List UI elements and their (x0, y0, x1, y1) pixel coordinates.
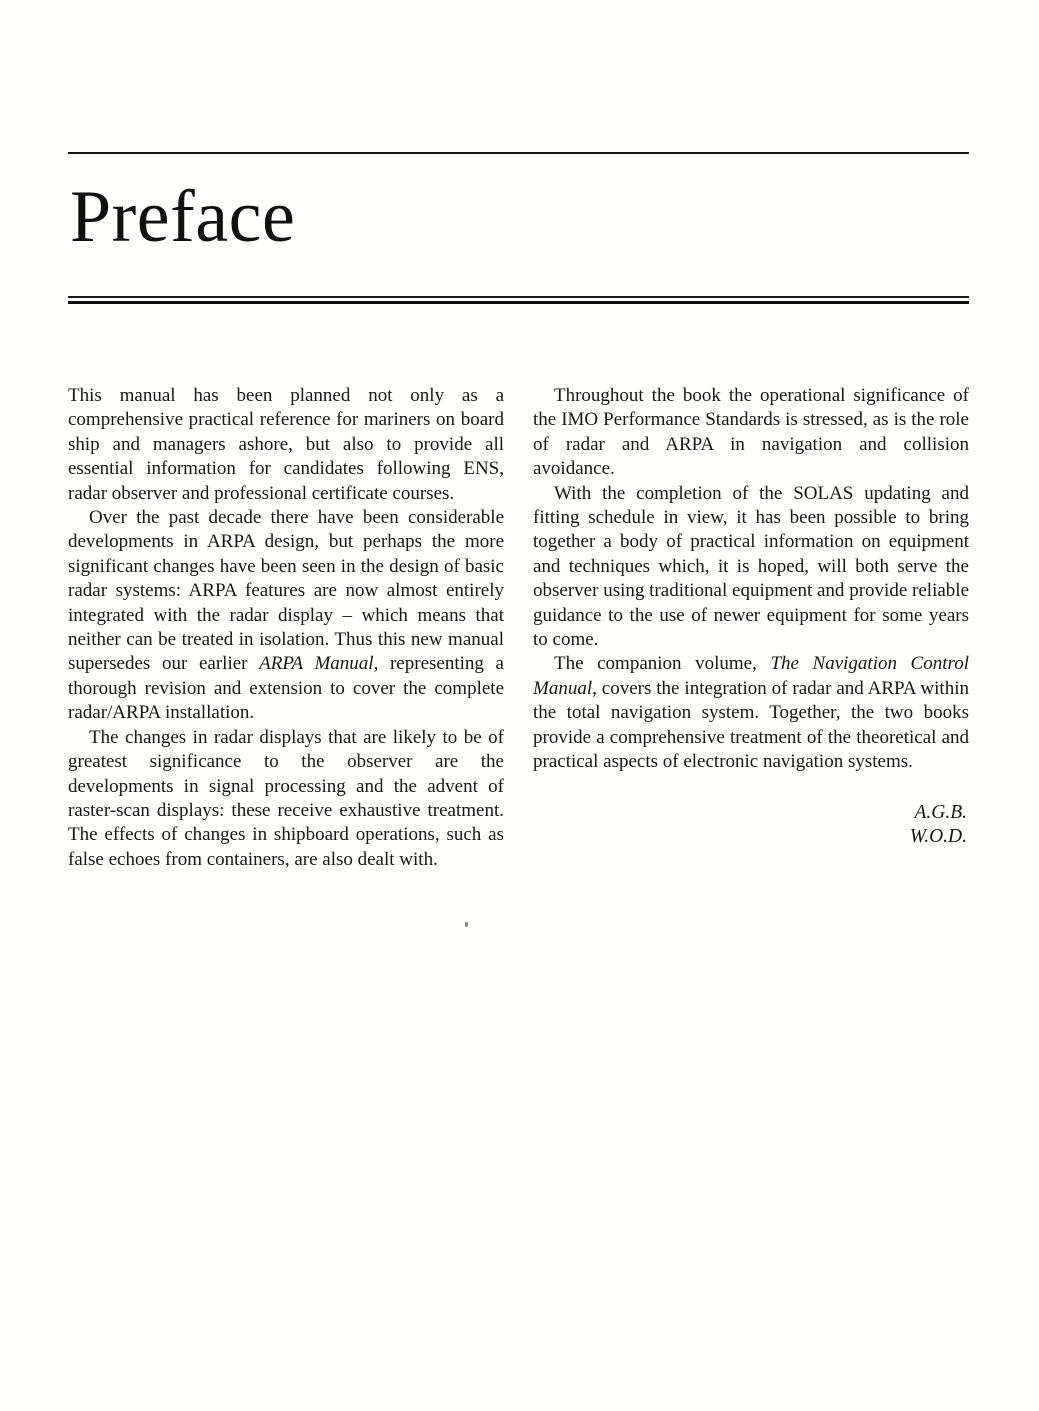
signature-initials: A.G.B. (914, 801, 967, 823)
scan-artifact-dot (465, 922, 468, 927)
paragraph (68, 506, 504, 726)
paragraph-text: The companion volume, (554, 653, 771, 675)
left-column (68, 384, 504, 872)
italic-book-title: The Navigation Control Manual (533, 653, 969, 699)
paragraph-text: Throughout the book the operational significance of the IMO Performance Standards is stressed, as is the role of radar and ARPA in navigation and collision avoidance. (533, 385, 969, 480)
right-column (533, 384, 969, 872)
paragraph-text: This manual has been planned not only as a comprehensive practical reference for mariners on board ship and managers ashore, but also to provide all essential information for candidates following ENS, radar observer and professional certificate courses. (68, 385, 504, 504)
paragraph (533, 384, 969, 482)
paragraph-text: Over the past decade there have been considerable developments in ARPA design, but perhaps the more significant changes have been seen in the design of basic radar systems: ARPA features are now almost entirely integrated with the radar display – which means that neither can be treated in isolation. Thus this new manual supersedes our earlier (68, 507, 504, 675)
paragraph (533, 482, 969, 653)
signature-initials: W.O.D. (909, 825, 967, 847)
paragraph-text: , covers the integration of radar and ARPA within the total navigation system. Together, the two books provide a comprehensive treatment of the theoretical and practical aspects of electronic navigation systems. (533, 677, 969, 773)
double-rule (68, 296, 969, 304)
body-text (68, 384, 969, 872)
paragraph-text: , representing a thorough revision and extension to cover the complete radar/ARPA installation. (68, 653, 504, 724)
double-rule-thin-line (68, 296, 969, 298)
author-signature (533, 801, 969, 850)
paragraph-text: With the completion of the SOLAS updating and fitting schedule in view, it has been possible to bring together a body of practical information on equipment and techniques which, it is hoped, will both serve the observer using traditional equipment and provide reliable guidance to the use of newer equipment for some years to come. (533, 482, 969, 651)
paragraph (68, 726, 504, 872)
italic-book-title: ARPA Manual (259, 653, 374, 675)
paragraph (533, 652, 969, 774)
top-rule (68, 152, 969, 154)
double-rule-thick-line (68, 301, 969, 304)
page-title: Preface (70, 176, 296, 258)
paragraph-text: The changes in radar displays that are likely to be of greatest significance to the observer are the developments in signal processing and the advent of raster-scan displays: these receive exhaustive treatment. The effects of changes in shipboard operations, such as false echoes from containers, are also dealt with. (68, 726, 504, 870)
paragraph (68, 384, 504, 506)
